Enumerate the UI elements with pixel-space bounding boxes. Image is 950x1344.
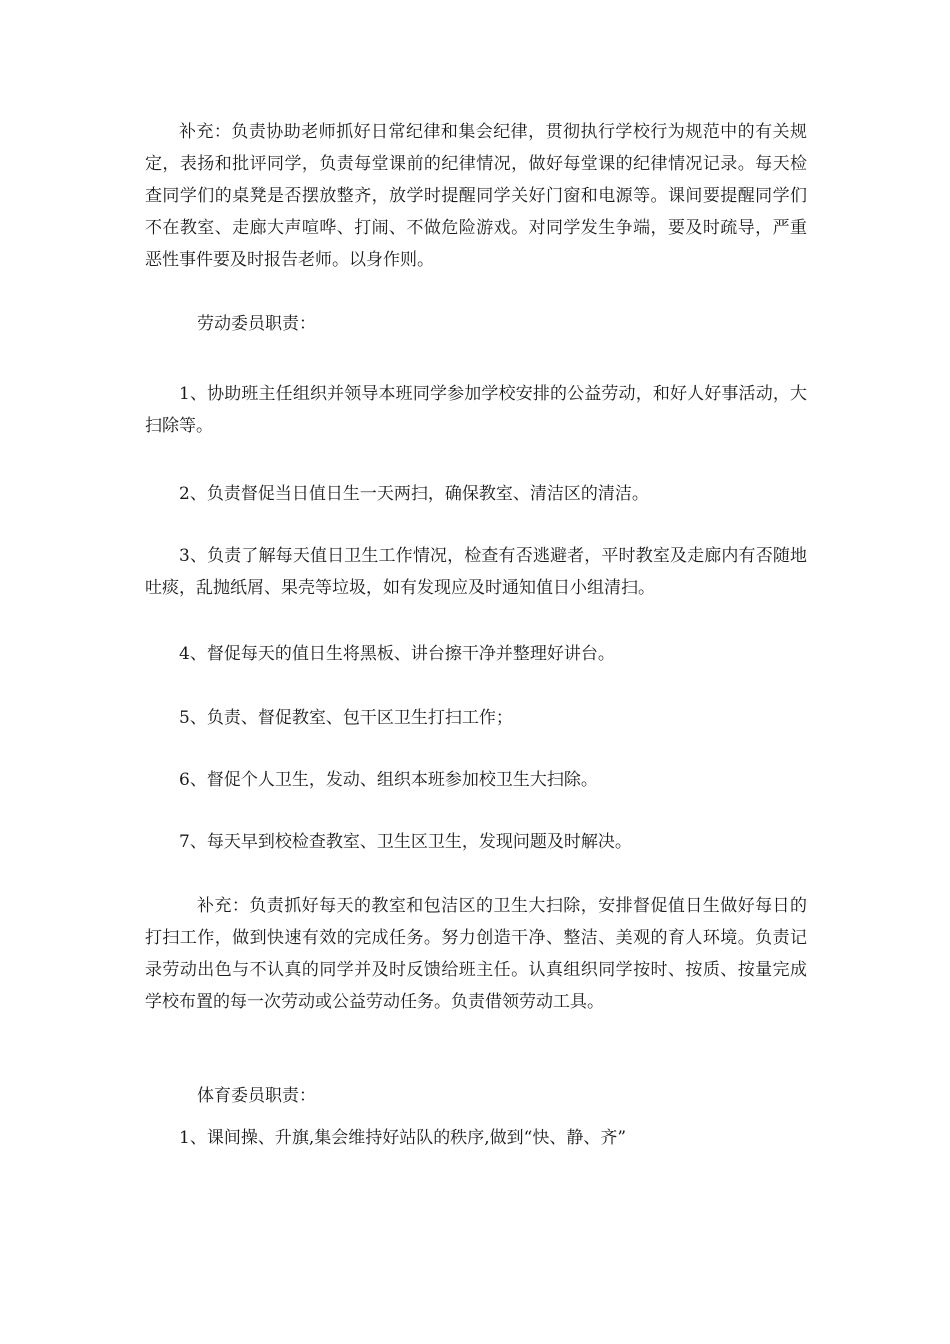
labor-duty-3: 3、负责了解每天值日卫生工作情况，检查有否逃避者，平时教室及走廊内有否随地吐痰，乱抛纸屑、果壳等垃圾，如有发现应及时通知值日小组清扫。 bbox=[145, 546, 807, 598]
sports-committee-heading: 体育委员职责： bbox=[197, 1086, 316, 1106]
labor-duty-2: 2、负责督促当日值日生一天两扫，确保教室、清洁区的清洁。 bbox=[179, 484, 649, 504]
discipline-supplement-paragraph: 补充：负责协助老师抓好日常纪律和集会纪律，贯彻执行学校行为规范中的有关规定，表扬和批评同学，负责每堂课前的纪律情况，做好每堂课的纪律情况记录。每天检查同学们的桌凳是否摆放整齐，放学时提醒同学关好门窗和电源等。课间要提醒同学们不在教室、走廊大声喧哗、打闹、不做危险游戏。对同学发生争端，要及时疏导，严重恶性事件要及时报告老师。以身作则。 bbox=[145, 122, 807, 270]
labor-duty-6: 6、督促个人卫生，发动、组织本班参加校卫生大扫除。 bbox=[179, 770, 598, 790]
labor-supplement-paragraph: 补充：负责抓好每天的教室和包洁区的卫生大扫除，安排督促值日生做好每日的打扫工作，做到快速有效的完成任务。努力创造干净、整洁、美观的育人环境。负责记录劳动出色与不认真的同学并及时反馈给班主任。认真组织同学按时、按质、按量完成学校布置的每一次劳动或公益劳动任务。负责借领劳动工具。 bbox=[145, 896, 807, 1012]
labor-committee-heading: 劳动委员职责： bbox=[197, 314, 316, 334]
labor-duty-4: 4、督促每天的值日生将黑板、讲台擦干净并整理好讲台。 bbox=[179, 644, 615, 664]
labor-duty-1: 1、协助班主任组织并领导本班同学参加学校安排的公益劳动，和好人好事活动，大扫除等。 bbox=[145, 384, 807, 436]
sports-duty-1: 1、课间操、升旗,集会维持好站队的秩序,做到“快、静、齐” bbox=[179, 1128, 627, 1148]
labor-duty-5: 5、负责、督促教室、包干区卫生打扫工作； bbox=[179, 708, 513, 728]
labor-duty-7: 7、每天早到校检查教室、卫生区卫生，发现问题及时解决。 bbox=[179, 832, 632, 852]
